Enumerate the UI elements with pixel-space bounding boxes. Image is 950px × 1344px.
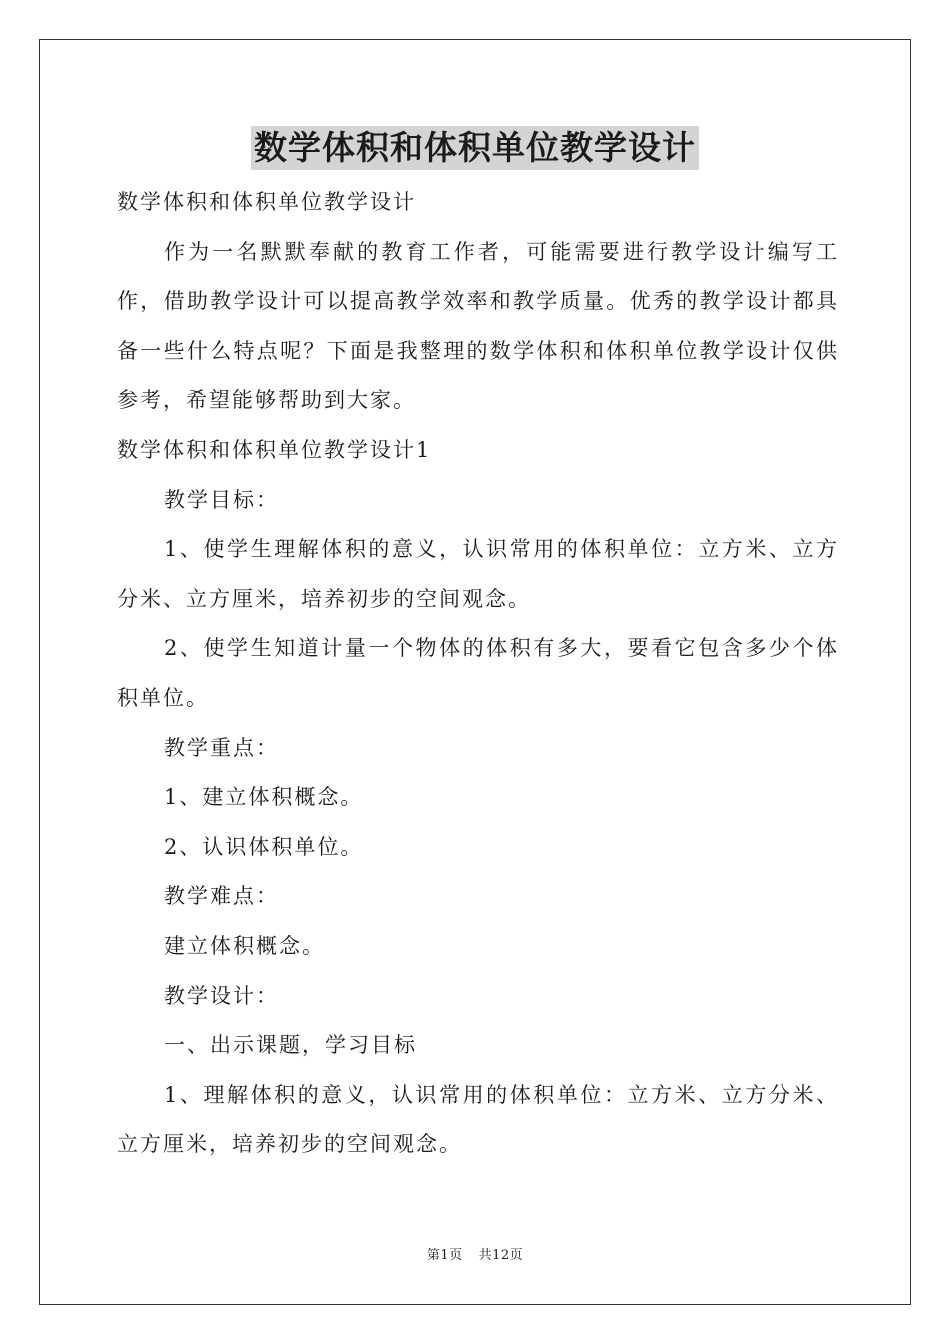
paragraph: 建立体积概念。	[164, 933, 325, 958]
paragraph: 1、理解体积的意义，认识常用的体积单位：立方米、立方分米、立方厘米，培养初步的空间观念。	[117, 1082, 839, 1157]
paragraph: 1、建立体积概念。	[164, 785, 364, 810]
document-title	[0, 126, 950, 170]
paragraph: 教学目标：	[164, 487, 279, 512]
paragraph: 教学重点：	[164, 735, 279, 760]
page-number: 第1页	[426, 1248, 463, 1263]
document-title-text: 数学体积和体积单位教学设计	[251, 126, 699, 170]
paragraph: 作为一名默默奉献的教育工作者，可能需要进行教学设计编写工作，借助教学设计可以提高教学效率和教学质量。优秀的教学设计都具备一些什么特点呢？下面是我整理的数学体积和体积单位教学设计仅供参考，希望能够帮助到大家。	[117, 239, 839, 413]
document-body	[117, 178, 839, 1170]
paragraph: 一、出示课题，学习目标	[164, 1033, 417, 1058]
paragraph: 数学体积和体积单位教学设计	[117, 190, 416, 214]
paragraph: 2、使学生知道计量一个物体的体积有多大，要看它包含多少个体积单位。	[117, 636, 839, 710]
paragraph: 2、认识体积单位。	[164, 834, 364, 859]
paragraph: 数学体积和体积单位教学设计1	[117, 437, 432, 462]
paragraph: 教学难点：	[164, 884, 279, 909]
page-footer	[0, 1247, 950, 1265]
page-total: 共12页	[478, 1248, 524, 1263]
paragraph: 教学设计：	[164, 983, 279, 1008]
paragraph: 1、使学生理解体积的意义，认识常用的体积单位：立方米、立方分米、立方厘米，培养初步的空间观念。	[117, 537, 839, 611]
